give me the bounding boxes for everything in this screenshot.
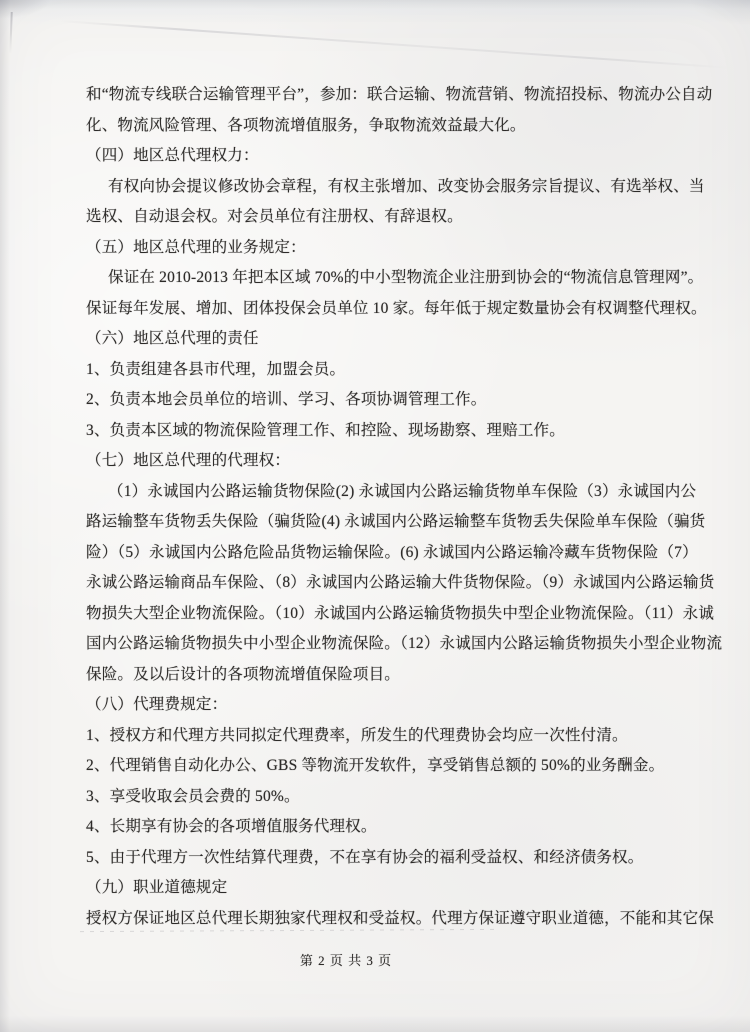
- text-line: 和“物流专线联合运输管理平台”，参加：联合运输、物流营销、物流招投标、物流办公自动: [86, 86, 713, 103]
- text-line: 物损失大型企业物流保险。（10）永诚国内公路运输货物损失中型企业物流保险。（11）永诚: [86, 604, 715, 622]
- text-line: 保证在 2010-2013 年把本区域 70%的中小型物流企业注册到协会的“物流信息管理网”。: [108, 269, 704, 286]
- text-line: 1、负责组建各县市代理，加盟会员。: [86, 360, 346, 378]
- text-line: 化、物流风险管理、各项物流增值服务，争取物流效益最大化。: [86, 116, 526, 134]
- scan-edge-shadow-left: [0, 0, 10, 1032]
- text-line: 国内公路运输货物损失中小型企业物流保险。（12）永诚国内公路运输货物损失小型企业物流: [86, 635, 723, 652]
- text-line: 有权向协会提议修改协会章程，有权主张增加、改变协会服务宗旨提议、有选举权、当: [108, 177, 705, 195]
- text-line: （六）地区总代理的责任: [86, 330, 259, 347]
- text-line: 授权方保证地区总代理长期独家代理权和受益权。代理方保证遵守职业道德，不能和其它保: [86, 909, 715, 927]
- scan-crease-artifact: [60, 20, 729, 69]
- text-line: 3、负责本区域的物流保险管理工作、和控险、现场勘察、理赔工作。: [86, 421, 565, 439]
- text-line: 3、享受收取会员会费的 50%。: [86, 787, 300, 805]
- text-line: 4、长期享有协会的各项增值服务代理权。: [86, 818, 377, 835]
- text-line: （九）职业道德规定: [86, 879, 228, 896]
- scan-edge-shadow-bottom: [0, 1016, 750, 1032]
- text-line: （八）代理费规定：: [86, 696, 228, 713]
- text-line: 险）（5）永诚国内公路危险品货物运输保险。(6) 永诚国内公路运输冷藏车货物保险（7）: [86, 543, 698, 561]
- document-body: [86, 80, 723, 934]
- text-line: 选权、自动退会权。对会员单位有注册权、有辞退权。: [86, 208, 463, 225]
- text-line: （七）地区总代理的代理权：: [86, 452, 291, 469]
- text-line: 保证每年发展、增加、团体投保会员单位 10 家。每年低于规定数量协会有权调整代理权。: [86, 299, 707, 317]
- text-line: 1、授权方和代理方共同拟定代理费率，所发生的代理费协会均应一次性付清。: [86, 726, 628, 744]
- text-line: 路运输整车货物丢失保险（骗货险(4) 永诚国内公路运输整车货物丢失保险单车保险（骗货: [86, 513, 706, 530]
- text-line: 2、代理销售自动化办公、GBS 等物流开发软件，享受销售总额的 50%的业务酬金。: [86, 757, 665, 774]
- text-line: 保险。及以后设计的各项物流增值保险项目。: [86, 665, 401, 683]
- text-line: 2、负责本地会员单位的培训、学习、各项协调管理工作。: [86, 391, 487, 408]
- text-line: 5、由于代理方一次性结算代理费，不在享有协会的福利受益权、和经济债务权。: [86, 848, 644, 866]
- scan-corner-smudge-top-right: [630, 0, 750, 70]
- text-line: 永诚公路运输商品车保险、（8）永诚国内公路运输大件货物保险。（9）永诚国内公路运输货: [86, 574, 715, 591]
- page-number-footer: 第 2 页 共 3 页: [299, 953, 393, 968]
- scan-corner-smudge-top-left: [0, 0, 110, 60]
- text-line: （1）永诚国内公路运输货物保险(2) 永诚国内公路运输货物单车保险（3）永诚国内公: [108, 482, 697, 500]
- text-line: （五）地区总代理的业务规定：: [86, 238, 306, 256]
- text-line: （四）地区总代理权力：: [86, 147, 259, 164]
